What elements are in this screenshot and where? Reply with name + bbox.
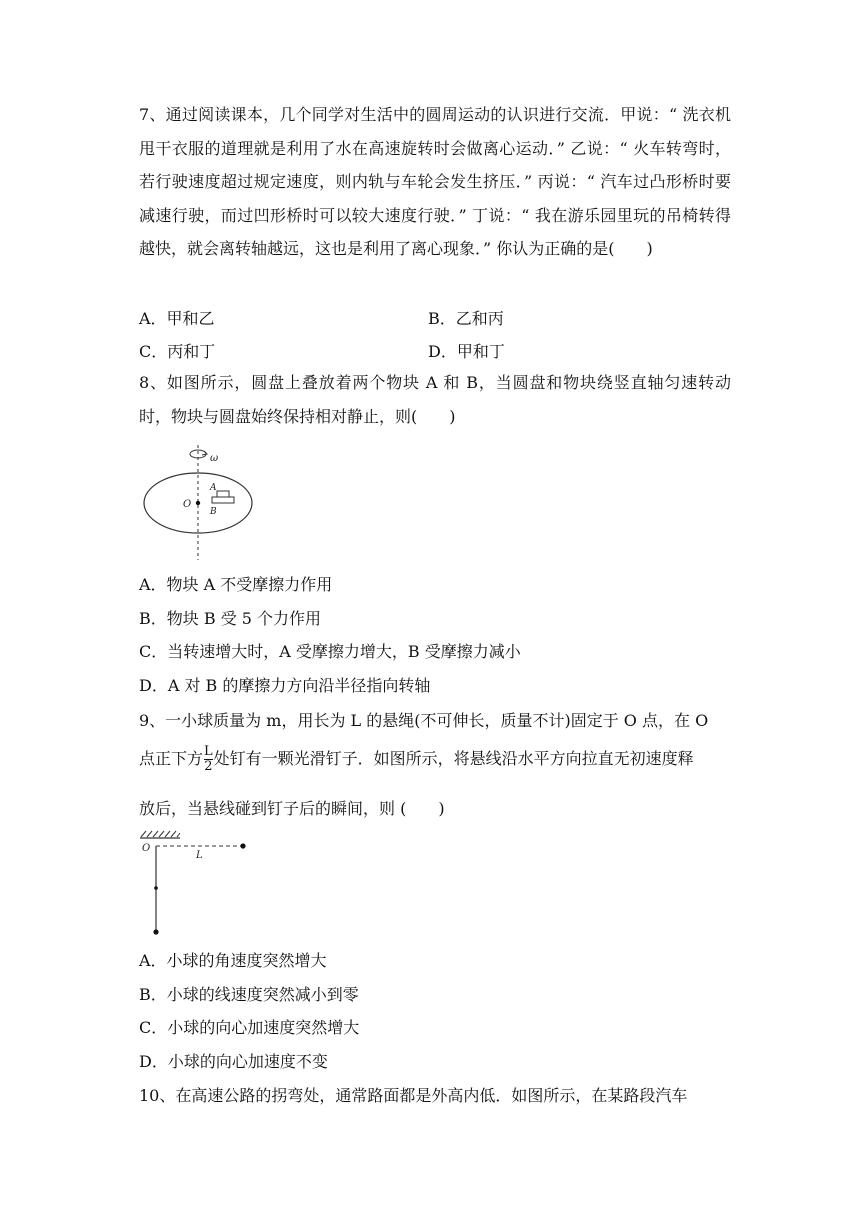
q8-option-a: A．物块 A 不受摩擦力作用 xyxy=(139,575,333,594)
q9-line-3: 放后，当悬线碰到钉子后的瞬间，则 ( ) xyxy=(139,799,445,818)
q7-stem: 7、通过阅读课本，几个同学对生活中的圆周运动的认识进行交流．甲说：“ 洗衣机甩干衣服的道理就是利用了水在高速旋转时会做离心运动．” 乙说：“ 火车转弯时，若行驶速度超过规定速度，则内轨与车轮会发生挤压．” 丙说：“ 汽车过凸形桥时要减速行驶，而过凹形桥时可以较大速度行驶．” 丁说：“ 我在游乐园里玩的吊椅转得越快，就会离转轴越远，这也是利用了离心现象．” 你认为正确的是( ) xyxy=(139,105,731,258)
block-b xyxy=(212,497,234,503)
q9-option-a: A．小球的角速度突然增大 xyxy=(139,951,327,970)
q8-option-b: B．物块 B 受 5 个力作用 xyxy=(139,609,322,628)
q8-disk-figure xyxy=(140,440,270,565)
q9-option-b: B．小球的线速度突然减小到零 xyxy=(139,985,359,1004)
q9-line-2-before: 点正下方 xyxy=(139,749,204,768)
q7-option-d: D．甲和丁 xyxy=(428,342,505,361)
q9-option-d: D．小球的向心加速度不变 xyxy=(139,1052,328,1071)
q10-stem: 10、在高速公路的拐弯处，通常路面都是外高内低．如图所示，在某路段汽车 xyxy=(139,1086,688,1105)
ball-initial xyxy=(240,843,245,848)
label-l: L xyxy=(196,850,203,861)
ball-bottom xyxy=(153,929,158,934)
ceiling-hatch xyxy=(141,831,180,837)
q7-option-b: B．乙和丙 xyxy=(428,309,504,328)
q7-option-a: A．甲和乙 xyxy=(139,309,215,328)
q9-line-1: 9、一小球质量为 m，用长为 L 的悬绳(不可伸长，质量不计)固定于 O 点，在 O xyxy=(139,711,709,730)
omega-label: ω xyxy=(210,453,219,464)
nail xyxy=(154,886,158,890)
q8-stem: 8、如图所示，圆盘上叠放着两个物块 A 和 B，当圆盘和物块绕竖直轴匀速转动时，物块与圆盘始终保持相对静止，则( ) xyxy=(139,373,731,426)
q8-option-c: C．当转速增大时，A 受摩擦力增大，B 受摩擦力减小 xyxy=(139,642,521,661)
q9-option-c: C．小球的向心加速度突然增大 xyxy=(139,1018,360,1037)
q7-option-c: C．丙和丁 xyxy=(139,342,216,361)
label-o: O xyxy=(142,843,151,854)
fraction-denominator: 2 xyxy=(204,759,213,774)
fraction-numerator: L xyxy=(204,744,213,759)
q9-line-2-after: 处钉有一颗光滑钉子．如图所示，将悬线沿水平方向拉直无初速度释 xyxy=(213,749,694,768)
label-o: O xyxy=(183,499,192,510)
label-b: B xyxy=(210,507,217,517)
q8-option-d: D．A 对 B 的摩擦力方向沿半径指向转轴 xyxy=(139,676,431,695)
q9-fraction xyxy=(204,745,213,774)
q9-line-2 xyxy=(139,736,694,782)
block-a xyxy=(217,491,229,497)
q9-pendulum-figure xyxy=(136,828,256,940)
center-point xyxy=(196,501,200,505)
label-a: A xyxy=(210,483,217,493)
